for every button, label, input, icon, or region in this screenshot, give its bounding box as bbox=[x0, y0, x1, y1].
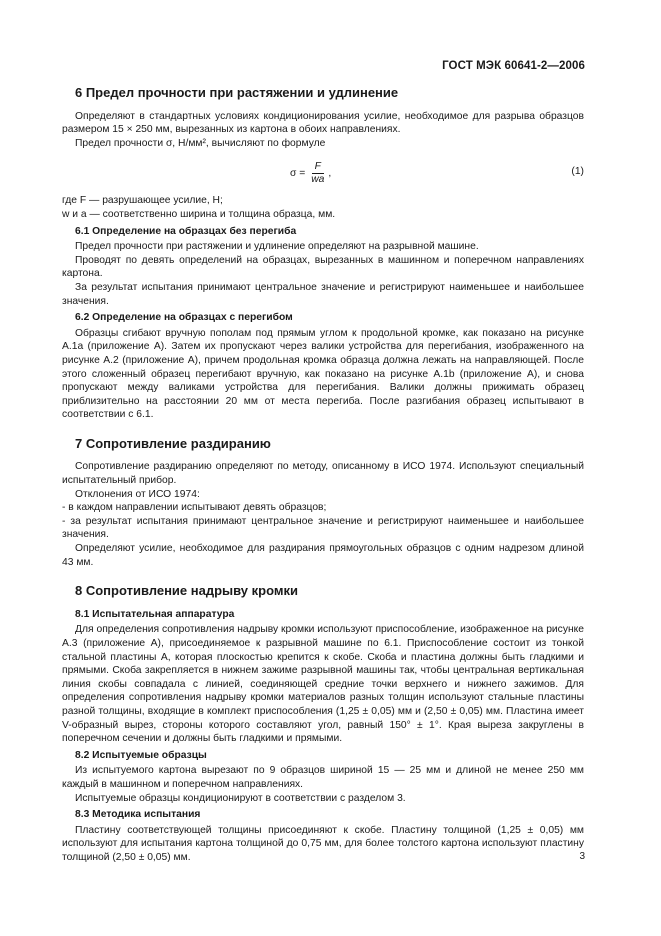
formula-lhs: σ = bbox=[290, 168, 306, 180]
formula-legend-line: w и a — соответственно ширина и толщина образца, мм. bbox=[62, 208, 336, 220]
formula-1 bbox=[62, 153, 584, 191]
paragraph: Проводят по девять определений на образцах, вырезанных в машинном и поперечном направлениях картона. bbox=[62, 254, 584, 280]
paragraph: Предел прочности σ, Н/мм², вычисляют по формуле bbox=[75, 137, 326, 149]
section-6-heading: 6 Предел прочности при растяжении и удлинение bbox=[75, 85, 399, 100]
paragraph: Определяют в стандартных условиях кондиционирования усилие, необходимое для разрыва образцов размером 15 × 250 мм, вырезанных из картона в обоих направлениях. bbox=[62, 110, 584, 136]
document-code-header: ГОСТ МЭК 60641-2—2006 bbox=[442, 60, 585, 72]
subsection-6-2-heading: 6.2 Определение на образцах с перегибом bbox=[75, 312, 293, 324]
formula-numerator: F bbox=[312, 161, 324, 174]
section-7-heading: 7 Сопротивление раздиранию bbox=[75, 435, 271, 451]
paragraph: Отклонения от ИСО 1974: bbox=[75, 488, 200, 500]
subsection-8-2-heading: 8.2 Испытуемые образцы bbox=[75, 749, 207, 761]
formula-denominator: wa bbox=[311, 174, 325, 186]
list-item: - в каждом направлении испытывают девять образцов; bbox=[62, 502, 327, 514]
formula-expression bbox=[290, 161, 331, 186]
formula-legend-line: где F — разрушающее усилие, Н; bbox=[62, 195, 223, 207]
paragraph: Пластину соответствующей толщины присоединяют к скобе. Пластину толщиной (1,25 ± 0,05) мм используют для испытания картона толщиной до 0,75 мм, для более толстого картона используют пластину толщиной (2,50 ± 0,05) мм. bbox=[62, 824, 584, 863]
paragraph: Определяют усилие, необходимое для раздирания прямоугольных образцов с одним надрезом длиной 43 мм. bbox=[62, 543, 584, 568]
paragraph: Испытуемые образцы кондиционируют в соответствии с разделом 3. bbox=[75, 792, 406, 804]
paragraph: Из испытуемого картона вырезают по 9 образцов шириной 15 — 25 мм и длиной не менее 250 мм каждый в машинном и поперечном направлениях. bbox=[62, 765, 584, 790]
formula-fraction bbox=[308, 161, 327, 186]
subsection-6-1-heading: 6.1 Определение на образцах без перегиба bbox=[75, 225, 297, 237]
paragraph: Для определения сопротивления надрыву кромки используют приспособление, изображенное на рисунке А.3 (приложение А), присоединяемое к разрывной машине по 6.1. Приспособление состоит из тонкой стальной пластины А, которая плоскостью крепится к скобе. Скоба и пластина должны быть гладкими и прямыми. Скоба закрепляется в нижнем зажиме разрывной машины так, чтобы центральная вертикальная линия скобы совпадала с линией, соединяющей средние точки верхнего и нижнего зажимов. Для определения сопротивления надрыву кромки материалов разных толщин используют стальные пластины разной толщины, входящие в комплект приспособления (1,25 ± 0,05) мм и (2,50 ± 0,05) мм. Пластина имеет V-образный вырез, стороны которого составляют угол, равный 150° ± 1°. Края выреза закруглены в поперечном сечении и должны быть гладкими и прямыми. bbox=[62, 624, 584, 745]
formula-tail: , bbox=[328, 168, 332, 180]
list-item: - за результат испытания принимают центральное значение и регистрируют наименьшее и наибольшее значения. bbox=[62, 515, 584, 541]
formula-number: (1) bbox=[571, 166, 584, 178]
page-content bbox=[62, 86, 584, 865]
paragraph: Образцы сгибают вручную пополам под прямым углом к продольной кромке, как показано на рисунке А.1a (приложение А). Затем их пропускают через валики устройства для перегибания, изображенного на рисунке А.2 (приложение А), причем продольная кромка образца должна лежать на направляющей. После этого сложенный образец перегибают вручную, как показано на рисунке А.1b (приложение А), и снова пропускают между валиками устройства для перегибания. Валики должны прижимать образец приблизительно на расстоянии 20 мм от места перегиба. После разгибания образец испытывают в соответствии с 6.1. bbox=[62, 327, 584, 421]
section-8-heading: 8 Сопротивление надрыву кромки bbox=[75, 583, 298, 599]
subsection-8-1-heading: 8.1 Испытательная аппаратура bbox=[75, 608, 235, 620]
paragraph: За результат испытания принимают центральное значение и регистрируют наименьшее и наибольшее значения. bbox=[62, 281, 584, 307]
paragraph: Сопротивление раздиранию определяют по методу, описанному в ИСО 1974. Используют специальный испытательный прибор. bbox=[62, 461, 584, 487]
subsection-8-3-heading: 8.3 Методика испытания bbox=[75, 809, 201, 821]
paragraph: Предел прочности при растяжении и удлинение определяют на разрывной машине. bbox=[75, 241, 479, 253]
page-number: 3 bbox=[579, 851, 585, 862]
